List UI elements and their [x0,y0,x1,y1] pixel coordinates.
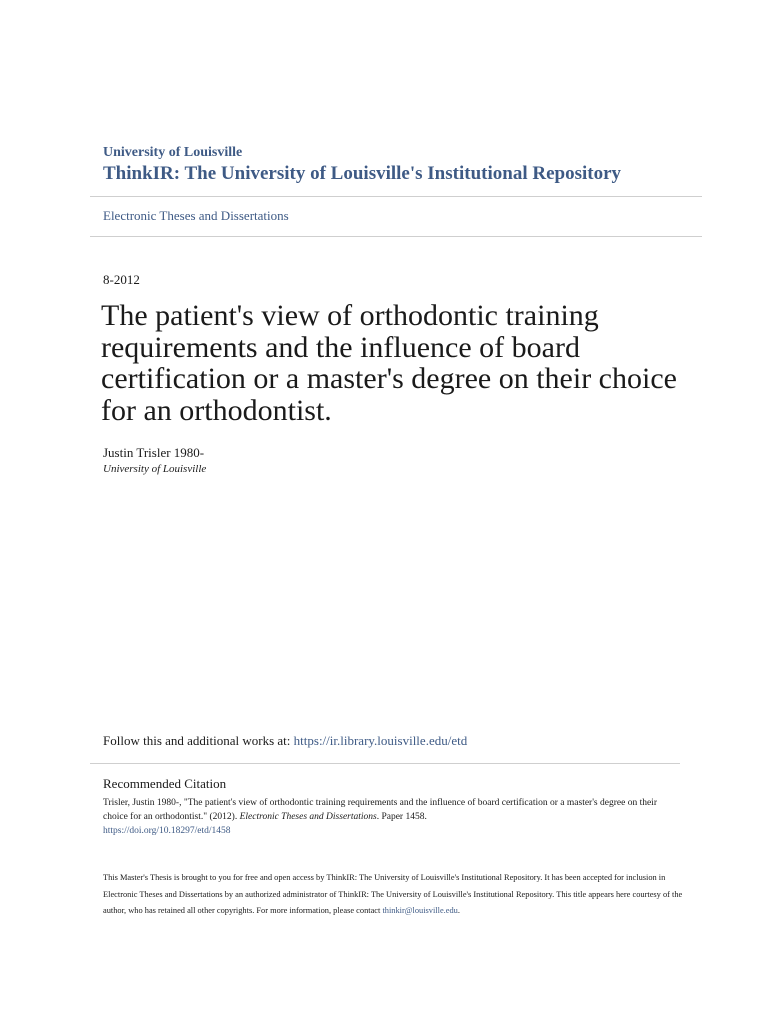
author-name[interactable]: Justin Trisler 1980- [103,445,205,460]
university-name: University of Louisville [103,145,243,160]
follow-url-link[interactable]: https://ir.library.louisville.edu/etd [293,733,468,748]
divider-collection [90,236,702,237]
divider-citation [90,763,680,764]
citation-series: Electronic Theses and Dissertations [239,812,377,822]
collection-link[interactable]: Electronic Theses and Dissertations [103,208,289,223]
recommended-citation-heading: Recommended Citation [103,776,227,791]
contact-email-link[interactable]: thinkir@louisville.edu [382,906,458,915]
citation-doi-link[interactable]: https://doi.org/10.18297/etd/1458 [103,826,231,836]
citation-text-end: . Paper 1458. [376,812,427,822]
publication-date: 8-2012 [103,272,140,287]
divider-top [90,196,702,197]
document-title: The patient's view of orthodontic training requirements and the influence of board certification or a master's degree on their choice for an orthodontist. [101,299,677,427]
access-notice [103,870,693,920]
notice-end: . [457,906,460,915]
citation-text [103,796,683,838]
citation-text-start: Trisler, Justin 1980-, "The patient's view of orthodontic training requirements and the influence of board certification or a master's degree on their choice for an orthodontist." (2012). [103,798,657,822]
author-affiliation: University of Louisville [103,463,207,475]
notice-text: This Master's Thesis is brought to you for free and open access by ThinkIR: The University of Louisville's Institutional Repository. It has been accepted for inclusion in Electronic Theses and Dissertations by an authorized administrator of ThinkIR: The University of Louisville's Institutional Repository. This title appears here courtesy of the author, who has retained all other copyrights. For more information, please contact [103,873,683,915]
follow-line [103,733,467,749]
follow-label: Follow this and additional works at: [103,733,294,748]
repository-name[interactable]: ThinkIR: The University of Louisville's Institutional Repository [103,163,622,184]
